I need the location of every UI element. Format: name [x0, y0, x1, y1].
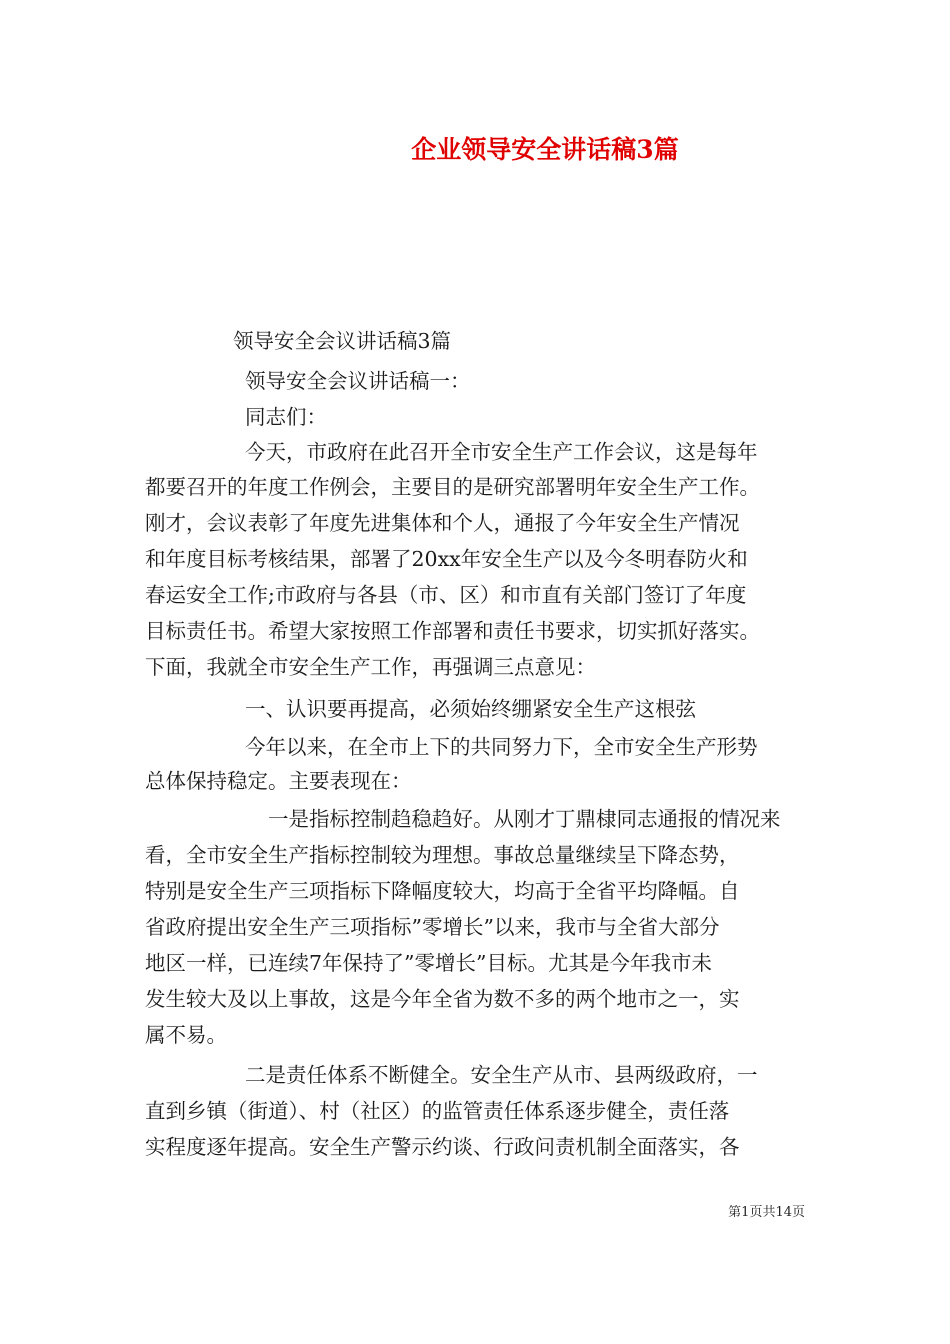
paragraph-line: 下面，我就全市安全生产工作，再强调三点意见： — [145, 655, 596, 679]
paragraph-line: 特别是安全生产三项指标下降幅度较大，均高于全省平均降幅。自 — [145, 879, 740, 903]
salutation: 同志们： — [245, 405, 327, 429]
paragraph-line: 省政府提出安全生产三项指标”零增长”以来，我市与全省大部分 — [145, 915, 720, 939]
paragraph-line: 春运安全工作;市政府与各县（市、区）和市直有关部门签订了年度 — [145, 583, 747, 607]
section-heading: 领导安全会议讲话稿一： — [245, 369, 471, 393]
paragraph-line: 今天，市政府在此召开全市安全生产工作会议，这是每年 — [245, 440, 758, 464]
paragraph-line: 都要召开的年度工作例会，主要目的是研究部署明年安全生产工作。 — [145, 475, 760, 499]
page-title: 企业领导安全讲话稿3篇 — [411, 135, 679, 164]
paragraph-line: 发生较大及以上事故，这是今年全省为数不多的两个地市之一，实 — [145, 987, 740, 1011]
paragraph-line: 地区一样，已连续7年保持了”零增长”目标。尤其是今年我市未 — [145, 951, 713, 975]
paragraph-line: 二是责任体系不断健全。安全生产从市、县两级政府，一 — [245, 1063, 758, 1087]
paragraph-line: 实程度逐年提高。安全生产警示约谈、行政问责机制全面落实，各 — [145, 1135, 740, 1159]
page-number: 第1页共14页 — [728, 1205, 805, 1220]
paragraph-line: 总体保持稳定。主要表现在： — [145, 769, 412, 793]
paragraph-line: 看，全市安全生产指标控制较为理想。事故总量继续呈下降态势， — [145, 843, 740, 867]
paragraph-line: 和年度目标考核结果，部署了20xx年安全生产以及今冬明春防火和 — [145, 547, 748, 571]
paragraph-line: 目标责任书。希望大家按照工作部署和责任书要求，切实抓好落实。 — [145, 619, 760, 643]
paragraph-line: 今年以来，在全市上下的共同努力下，全市安全生产形势 — [245, 735, 758, 759]
paragraph-line: 直到乡镇（街道）、村（社区）的监管责任体系逐步健全，责任落 — [145, 1099, 730, 1123]
paragraph-line: 刚才，会议表彰了年度先进集体和个人，通报了今年安全生产情况 — [145, 511, 740, 535]
paragraph-line: 一是指标控制趋稳趋好。从刚才丁鼎棣同志通报的情况来 — [268, 807, 781, 831]
paragraph-line: 属不易。 — [145, 1023, 227, 1047]
subtitle-line: 领导安全会议讲话稿3篇 — [233, 329, 452, 353]
section-heading: 一、认识要再提高，必须始终绷紧安全生产这根弦 — [245, 697, 696, 721]
